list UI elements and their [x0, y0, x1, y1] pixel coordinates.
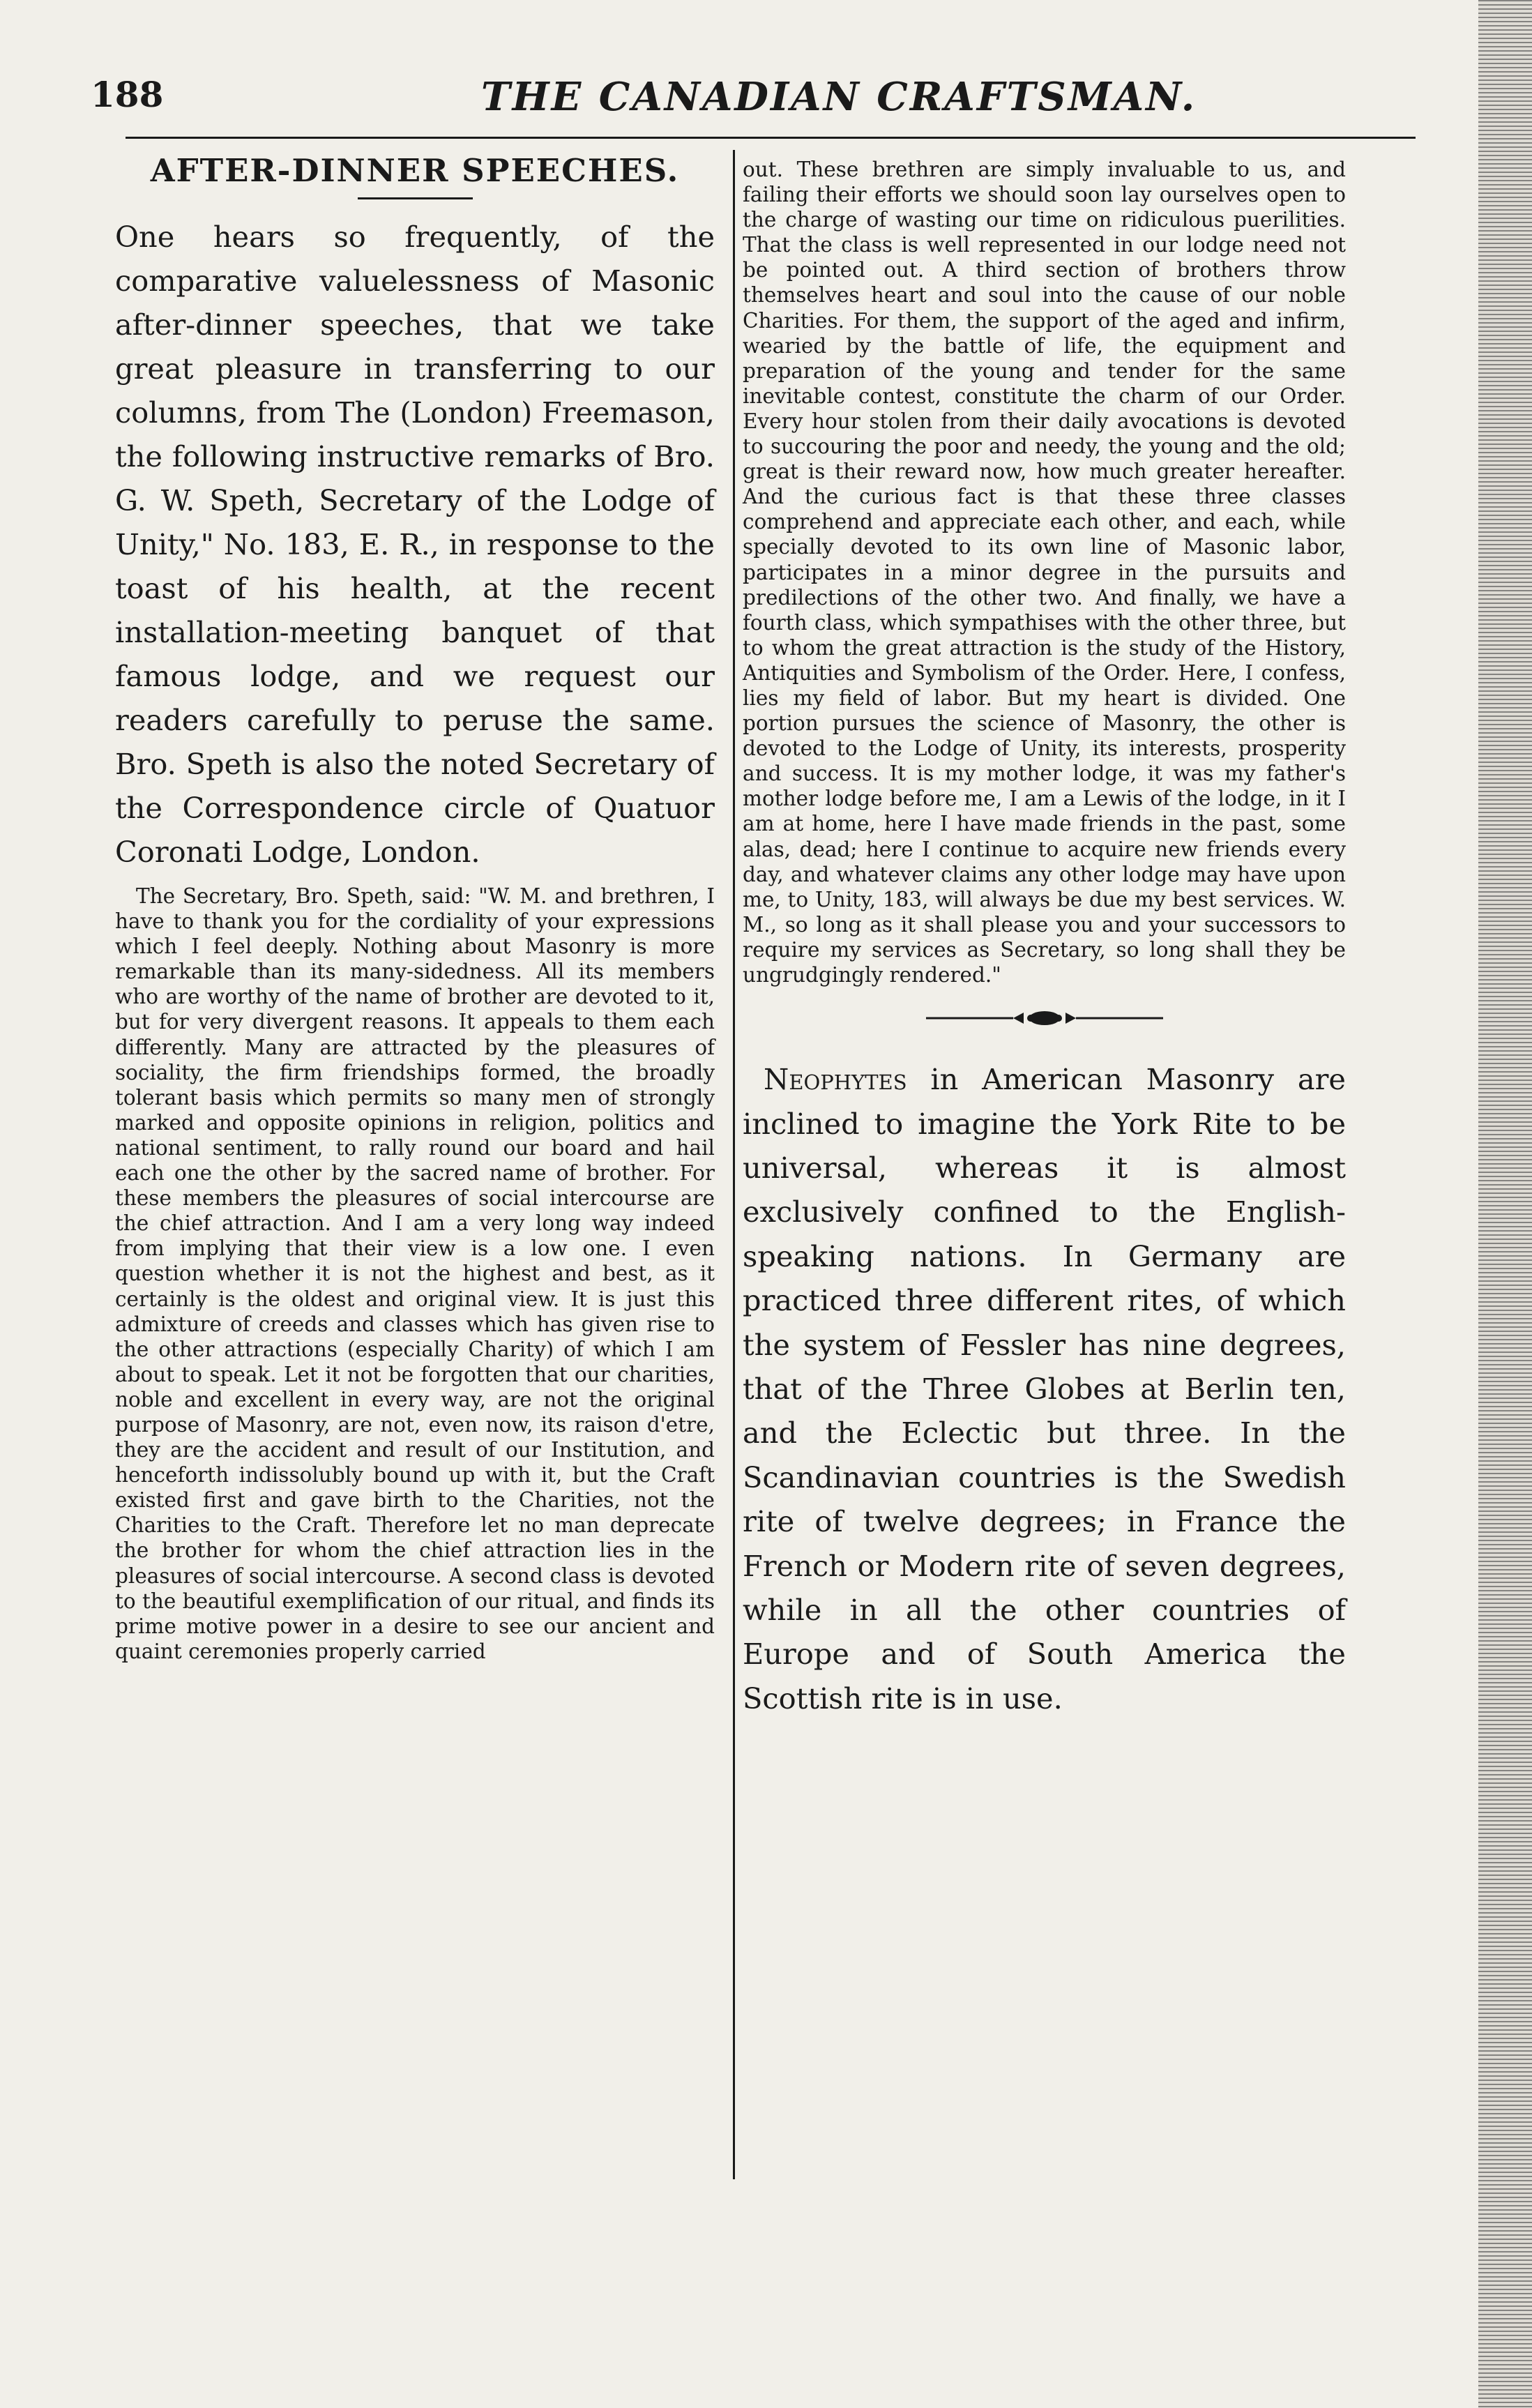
article-title: AFTER-DINNER SPEECHES.: [150, 152, 680, 189]
running-title: THE CANADIAN CRAFTSMAN.: [481, 74, 1197, 120]
neophytes-note: [743, 1057, 1346, 1720]
scan-edge: [1478, 0, 1532, 2408]
article-body: The Secretary, Bro. Speth, said: "W. M. and brethren, I have to thank you for the cordiality of your expressions which I feel deeply. Nothing about Masonry is more remarkable than its many-sidedness. All its members who are worthy of the name of brother are devoted to it, but for very divergent reasons. It appeals to them each differently. Many are attracted by the pleasures of sociality, the firm friendships formed, the broadly tolerant basis which permits so many men of strongly marked and opposite opinions in religion, politics and national sentiment, to rally round our board and hail each one the other by the sacred name of brother. For these members the pleasures of social intercourse are the chief attraction. And I am a very long way indeed from implying that their view is a low one. I even question whether it is not the highest and best, as it certainly is the oldest and original view. It is just this admixture of creeds and classes which has given rise to the other attractions (especially Charity) of which I am about to speak. Let it not be forgotten that our charities, noble and excellent in every way, are not the original purpose of Masonry, are not, even now, its raison d'etre, they are the accident and result of our Institution, and henceforth indissolubly bound up with it, but the Craft existed first and gave birth to the Charities, not the Charities to the Craft. Therefore let no man deprecate the brother for whom the chief attraction lies in the pleasures of social intercourse. A second class is devoted to the beautiful exemplification of our ritual, and finds its prime motive power in a desire to see our ancient and quaint ceremonies properly carried: [115, 884, 715, 1663]
column-divider: [733, 150, 735, 2179]
section-ornament: [926, 1010, 1163, 1027]
page-header: [91, 70, 1416, 139]
right-column: [743, 150, 1346, 1720]
note-text: in American Masonry are inclined to imagine the York Rite to be universal, whereas it is almost exclusively confined to the English-speaking nations. In Germany are practiced three different rites, of which the system of Fessler has nine degrees, that of the Three Globes at Berlin ten, and the Eclectic but three. In the Scandinavian countries is the Swedish rite of twelve degrees; in France the French or Modern rite of seven degrees, while in all the other countries of Europe and of South America the Scottish rite is in use.: [743, 1062, 1346, 1716]
left-column: [115, 150, 715, 1664]
article-body-continued: out. These brethren are simply invaluable to us, and failing their efforts we should soon lay ourselves open to the charge of wasting our time on ridiculous puerilities. That the class is well represented in our lodge need not be pointed out. A third section of brothers throw themselves heart and soul into the cause of our noble Charities. For them, the support of the aged and infirm, wearied by the battle of life, the equipment and preparation of the young and tender for the same inevitable contest, constitute the charm of our Order. Every hour stolen from their daily avocations is devoted to succouring the poor and needy, the young and the old; great is their reward now, how much greater hereafter. And the curious fact is that these three classes comprehend and appreciate each other, and each, while specially devoted to its own line of Masonic labor, participates in a minor degree in the pursuits and predilections of the other two. And finally, we have a fourth class, which sympathises with the other three, but to whom the great attraction is the study of the History, Antiquities and Symbolism of the Order. Here, I confess, lies my field of labor. But my heart is divided. One portion pursues the science of Masonry, the other is devoted to the Lodge of Unity, its interests, prosperity and success. It is my mother lodge, it was my father's mother lodge before me, I am a Lewis of the lodge, in it I am at home, here I have made friends in the past, some alas, dead; here I continue to acquire new friends every day, and whatever claims any other lodge may have upon me, to Unity, 183, will always be due my best services. W. M., so long as it shall please you and your successors to require my services as Secretary, so long shall they be ungrudgingly rendered.": [743, 158, 1346, 987]
note-lead-caps: Neophytes: [764, 1062, 907, 1097]
article-lead: One hears so frequently, of the comparative valuelessness of Masonic after-dinner speeches, that we take great pleasure in transferring to our columns, from The (London) Freemason, the following instructive remarks of Bro. G. W. Speth, Secretary of the Lodge of Unity," No. 183, E. R., in response to the toast of his health, at the recent installation-meeting banquet of that famous lodge, and we request our readers carefully to peruse the same. Bro. Speth is also the noted Secretary of the Correspondence circle of Quatuor Coronati Lodge, London.: [115, 220, 715, 869]
ornament-icon: [926, 1010, 1163, 1027]
header-rule: [126, 137, 1416, 139]
page-number: 188: [91, 74, 164, 115]
title-rule: [358, 197, 473, 199]
